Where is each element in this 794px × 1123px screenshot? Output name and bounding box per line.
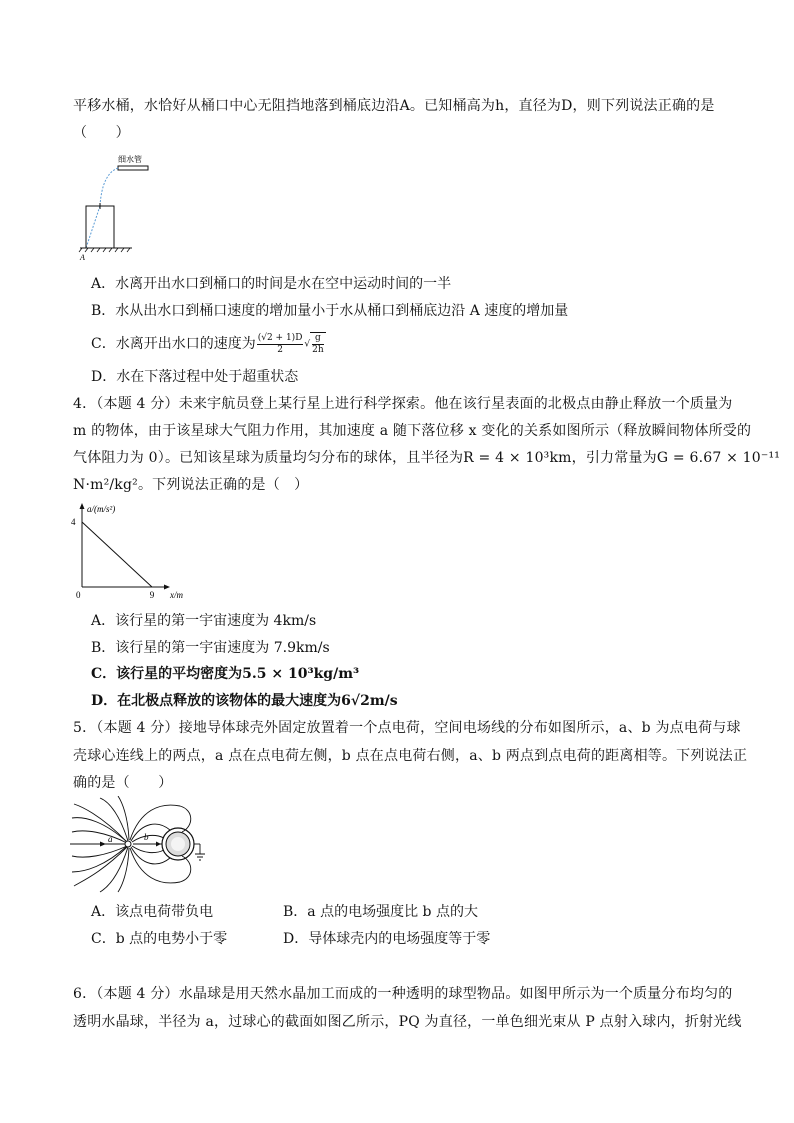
series-line xyxy=(82,522,152,587)
q5-option-a[interactable]: A．该点电荷带负电 xyxy=(91,904,214,920)
q4-stem-line1: 4．（本题 4 分）未来宇航员登上某行星上进行科学探索。他在该行星表面的北极点由静止释放一个质量为 xyxy=(73,396,733,412)
x-tick-label-9: 9 xyxy=(149,590,155,600)
y-axis-label: a/(m/s²) xyxy=(87,504,116,514)
q3-option-c-fraction: $\frac{(√2 + 1)D}{2}$ xyxy=(257,332,303,355)
bucket-shape xyxy=(86,206,114,248)
q4-stem-line4: N·m²/kg²。下列说法正确的是（ ） xyxy=(73,477,309,493)
q4-option-c[interactable]: C．该行星的平均密度为5.5 × 10³kg/m³ xyxy=(91,666,360,682)
q6-stem-line2: 透明水晶球，半径为 a，过球心的截面如图乙所示，PQ 为直径，一单色细光束从 P 点射入球内，折射光线 xyxy=(73,1014,742,1030)
q3-stem-line1: 平移水桶，水恰好从桶口中心无阻挡地落到桶底边沿A。已知桶高为h，直径为D，则下列说法正确的是 xyxy=(73,98,715,114)
q4-option-d[interactable]: D．在北极点释放的该物体的最大速度为6√2m/s xyxy=(91,693,398,709)
x-axis-arrow xyxy=(164,585,170,590)
q6-stem-line1: 6．（本题 4 分）水晶球是用天然水晶加工而成的一种透明的球型物品。如图甲所示为一个质量分布均匀的 xyxy=(73,986,733,1002)
q5-option-c[interactable]: C．b 点的电势小于零 xyxy=(91,931,228,947)
y-axis-arrow xyxy=(80,503,85,509)
q4-stem-line3: 气体阻力为 0）。已知该星球为质量均匀分布的球体，且半径为R = 4 × 10³km，引力常量为G = 6.67 × 10⁻¹¹ xyxy=(73,450,781,466)
water-path-in-bucket xyxy=(86,206,100,248)
x-tick-label-0: 0 xyxy=(76,590,81,600)
q4-option-b[interactable]: B．该行星的第一宇宙速度为 7.9km/s xyxy=(91,640,330,656)
q5-field-lines-figure xyxy=(70,796,210,894)
y-tick-label-4: 4 xyxy=(71,517,76,527)
q5-stem-line3: 确的是（ ） xyxy=(73,775,173,791)
q3-option-d[interactable]: D．水在下落过程中处于超重状态 xyxy=(91,369,299,385)
q3-option-c[interactable] xyxy=(91,332,326,356)
q3-option-c-root: √ $\frac{g}{2h}$ xyxy=(304,333,324,355)
point-charge xyxy=(125,841,131,847)
q4-stem-line2: m 的物体，由于该星球大气阻力作用，其加速度 a 随下落位移 x 变化的关系如图所示（释放瞬间物体所受的 xyxy=(73,423,752,439)
q3-option-a[interactable]: A．水离开出水口到桶口的时间是水在空中运动时间的一半 xyxy=(91,276,452,292)
point-b-label: b xyxy=(144,832,149,842)
q3-stem-line2: （ ） xyxy=(73,125,130,141)
pipe-shape xyxy=(118,166,148,170)
ground-hatching xyxy=(79,248,130,252)
q3-option-b[interactable]: B．水从出水口到桶口速度的增加量小于水从桶口到桶底边沿 A 速度的增加量 xyxy=(91,303,569,319)
shell-highlight xyxy=(171,837,185,851)
x-axis-label: x/m xyxy=(170,590,183,600)
q4-acceleration-chart xyxy=(70,500,200,602)
q3-bucket-figure xyxy=(72,150,182,265)
q5-stem-line2: 壳球心连线上的两点，a 点在点电荷左侧，b 点在点电荷右侧，a、b 两点到点电荷的距离相等。下列说法正 xyxy=(73,748,748,764)
q5-option-d[interactable]: D．导体球壳内的电场强度等于零 xyxy=(283,931,491,947)
q3-option-c-label: C．水离开出水口的速度为 xyxy=(91,336,256,352)
q4-option-a[interactable]: A．该行星的第一宇宙速度为 4km/s xyxy=(91,613,317,629)
q5-stem-line1: 5．（本题 4 分）接地导体球壳外固定放置着一个点电荷，空间电场线的分布如图所示，a、b 为点电荷与球 xyxy=(73,720,741,736)
q3-pipe-label: 细水管 xyxy=(118,155,142,164)
q3-point-a-label: A xyxy=(80,253,85,262)
water-arc xyxy=(100,168,118,206)
q5-option-b[interactable]: B．a 点的电场强度比 b 点的大 xyxy=(283,904,478,920)
point-a-label: a xyxy=(108,834,113,844)
